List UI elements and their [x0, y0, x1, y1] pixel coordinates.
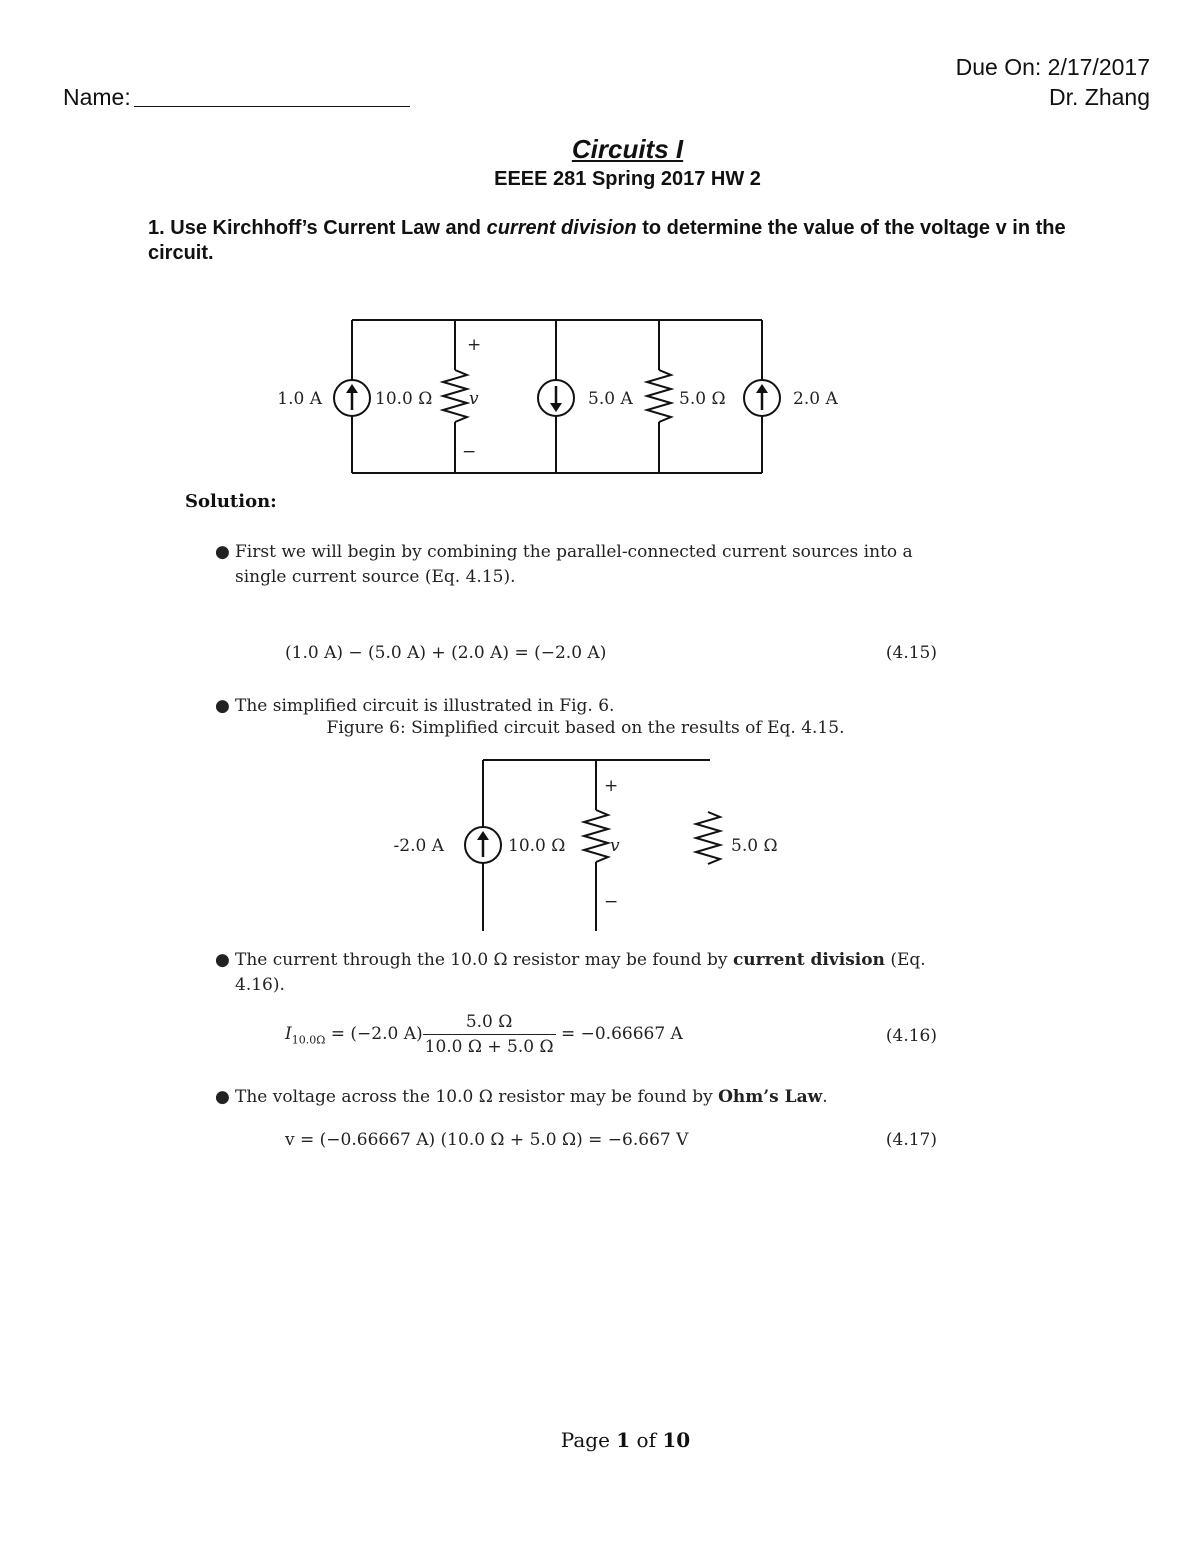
page-title: Circuits I	[571, 134, 684, 164]
equation-4-17-number: (4.17)	[885, 1130, 937, 1150]
minus-sign: −	[604, 892, 619, 912]
question-number: 1.	[148, 217, 165, 239]
bullet-icon: ●	[215, 1087, 230, 1107]
question-text-part2: to determine the value of the voltage v in the circuit.	[148, 217, 1066, 264]
circuit-diagram-2	[0, 745, 1200, 935]
plus-sign: +	[467, 335, 482, 355]
resistor1-label: 10.0 Ω	[508, 836, 566, 856]
figure-6-caption: Figure 6: Simplified circuit based on the results of Eq. 4.15.	[326, 718, 845, 738]
source-label: -2.0 A	[393, 836, 444, 856]
bullet-icon: ●	[215, 950, 230, 970]
source3-label: 2.0 A	[793, 389, 838, 409]
solution-label: Solution:	[185, 491, 277, 512]
equation-4-15-body: (1.0 A) − (5.0 A) + (2.0 A) = (−2.0 A)	[285, 643, 607, 663]
equation-4-17	[285, 1130, 937, 1150]
resistor-2-symbol	[696, 812, 720, 864]
resistor1-label: 10.0 Ω	[375, 389, 433, 409]
page-subtitle: EEEE 281 Spring 2017 HW 2	[494, 168, 761, 190]
due-date: Due On: 2/17/2017	[955, 54, 1150, 80]
solution-bullet-1: ● First we will begin by combining the parallel-connected current sources into a single current source (Eq. 4.15).	[215, 542, 913, 587]
solution-bullet-3: ● The current through the 10.0 Ω resistor may be found by current division (Eq. 4.16).	[215, 950, 926, 995]
resistor2-label: 5.0 Ω	[679, 389, 726, 409]
equation-4-15-number: (4.15)	[885, 643, 937, 663]
plus-sign: +	[604, 776, 619, 796]
solution-bullet-4: ● The voltage across the 10.0 Ω resistor may be found by Ohm’s Law.	[215, 1085, 950, 1110]
minus-sign: −	[462, 442, 477, 462]
page-footer: Page 1 of 10	[560, 1428, 691, 1452]
current-source-1-icon	[334, 380, 370, 416]
bullet-icon: ●	[215, 542, 230, 562]
source2-label: 5.0 A	[588, 389, 633, 409]
circuit-diagram-1	[0, 300, 1200, 490]
equation-4-16-number: (4.16)	[885, 1026, 937, 1046]
name-blank-line	[134, 106, 410, 107]
current-source-3-icon	[744, 380, 780, 416]
question-1	[148, 216, 1108, 266]
resistor2-label: 5.0 Ω	[731, 836, 778, 856]
equation-4-17-body: v = (−0.66667 A) (10.0 Ω + 5.0 Ω) = −6.667 V	[285, 1130, 689, 1150]
equation-4-16	[285, 1012, 937, 1057]
current-source-2-icon	[538, 380, 574, 416]
solution-bullet-2: ● The simplified circuit is illustrated in Fig. 6.	[215, 694, 950, 719]
current-source-icon	[465, 827, 501, 863]
source1-label: 1.0 A	[277, 389, 322, 409]
equation-4-16-body: $I_{10.0\Omega} = (-2.0$ A) $\frac{5.0 \Omega}{10.0 \Omega + 5.0 \Omega}$ = −0.66667 A	[285, 1012, 683, 1057]
voltage-label: v	[469, 389, 479, 409]
bullet-icon: ●	[215, 696, 230, 716]
question-emphasis: current division	[486, 217, 637, 239]
name-label: Name:	[63, 84, 131, 110]
equation-4-15	[285, 643, 937, 663]
fraction: $\frac{5.0 \Omega}{10.0 \Omega + 5.0 \Omega}$	[424, 1012, 554, 1057]
voltage-label: v	[610, 836, 620, 856]
professor-name: Dr. Zhang	[1049, 84, 1150, 110]
question-text-part1: Use Kirchhoff’s Current Law and	[170, 217, 482, 239]
